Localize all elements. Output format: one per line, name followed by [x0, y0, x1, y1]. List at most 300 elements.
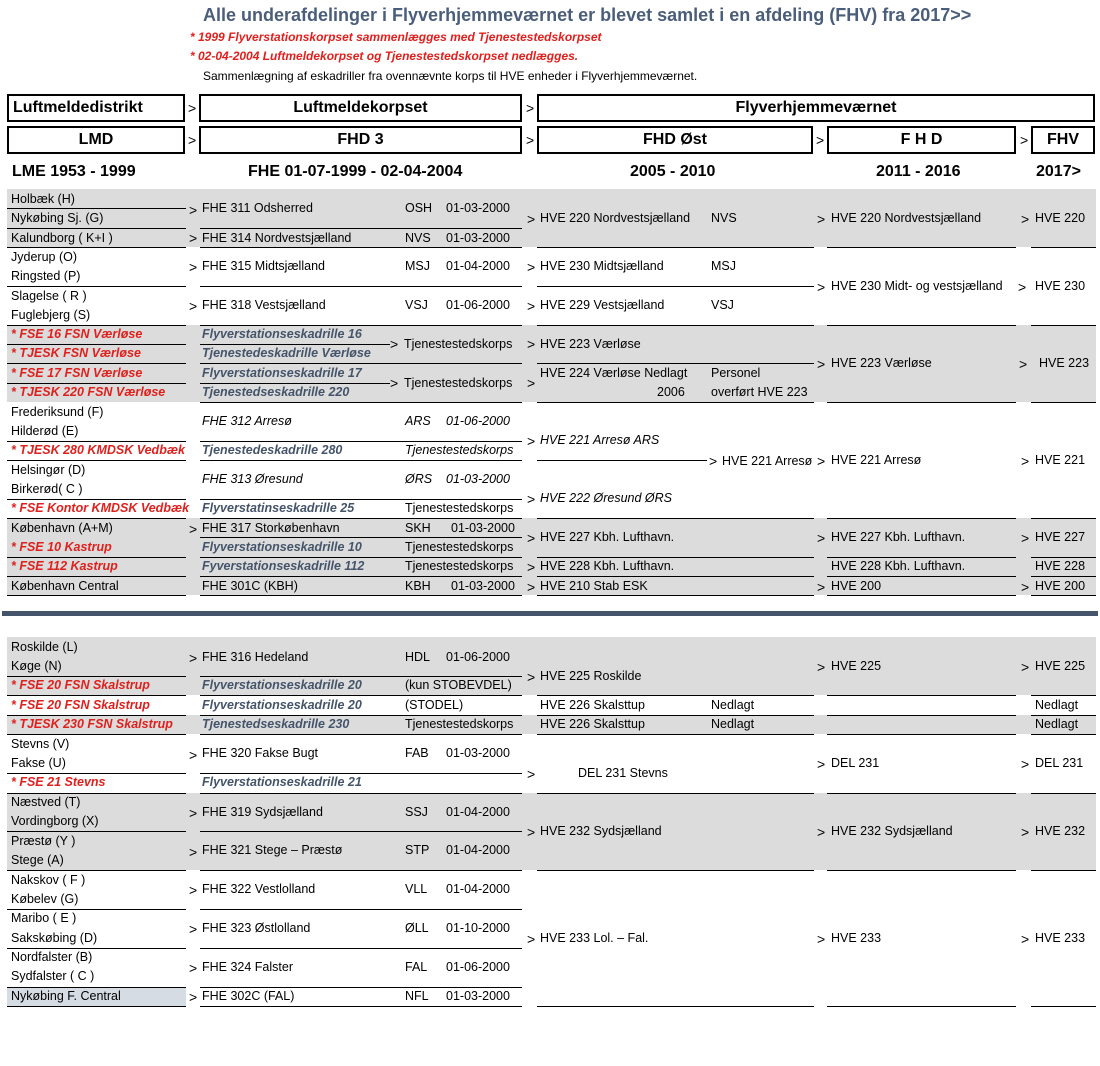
lmd-cell: Holbæk (H) [11, 192, 75, 206]
hve-2005-unit: HVE 233 Lol. – Fal. [540, 931, 649, 945]
rule [200, 734, 522, 735]
fhe-code: KBH [405, 579, 431, 593]
fhe-code: FAL [405, 960, 428, 974]
rule [7, 1006, 186, 1007]
rule [7, 987, 186, 988]
rule [827, 557, 1016, 558]
flow-arrow: > [817, 931, 826, 947]
fhe-corps: (kun STOBEVDEL) [405, 678, 512, 692]
rule [1031, 595, 1096, 596]
lmd-cell: Roskilde (L) [11, 640, 78, 654]
rule [200, 344, 390, 345]
hve-2005-unit: HVE 227 Kbh. Lufthavn. [540, 530, 675, 544]
lmd-cell-special: * FSE 20 FSN Skalstrup [11, 698, 150, 712]
page-title: Alle underafdelinger i Flyverhjemmeværnet er blevet samlet i en afdeling (FHV) fra 2017>> [203, 5, 972, 25]
lmd-cell: Præstø (Y ) [11, 834, 76, 848]
lmd-cell: Fakse (U) [11, 756, 66, 770]
fhe-unit: FHE 316 Hedeland [202, 650, 309, 664]
rule [1031, 695, 1096, 696]
lmd-cell: Slagelse ( R ) [11, 289, 87, 303]
flow-arrow: > [390, 375, 399, 391]
flow-arrow: > [189, 921, 198, 937]
flow-arrow: > [527, 559, 536, 575]
note-merger: Sammenlægning af eskadriller fra ovennævnte korps til HVE enheder i Flyverhjemmeværnet. [203, 69, 698, 83]
flow-arrow: > [527, 669, 536, 685]
hve-2011-unit: HVE 223 Værløse [831, 356, 932, 370]
rule [200, 460, 522, 461]
hve-2005-note: 2006 [657, 385, 685, 399]
hve-2011-unit: HVE 227 Kbh. Lufthavn. [831, 530, 966, 544]
lmd-cell: København (A+M) [11, 521, 113, 535]
fhe-unit: FHE 318 Vestsjælland [202, 298, 326, 312]
rule [827, 715, 1016, 716]
flow-arrow: > [1021, 530, 1030, 546]
rule [7, 909, 186, 910]
fhe-code: FAB [405, 746, 429, 760]
fhe-unit: FHE 317 Storkøbenhavn [202, 521, 340, 535]
rule [200, 537, 522, 538]
lmd-cell: Købelev (G) [11, 892, 79, 906]
flow-arrow: > [1021, 824, 1030, 840]
flow-arrow: > [1021, 453, 1030, 469]
fhe-code: MSJ [405, 259, 430, 273]
hve-2005-unit: HVE 226 Skalsttup [540, 717, 645, 731]
flow-arrow: > [527, 491, 536, 507]
rule [200, 557, 522, 558]
flow-arrow: > [1021, 756, 1030, 772]
flow-arrow: > [817, 211, 826, 227]
fhe-code: ØLL [405, 921, 429, 935]
rule [7, 228, 186, 229]
fhe-code: STP [405, 843, 430, 857]
lmd-cell-special: * FSE 10 Kastrup [11, 540, 112, 554]
merge-line [707, 363, 814, 364]
fhe-squadron: Flyverstationseskadrille 16 [202, 327, 362, 341]
fhe-squadron: Flyverstationseskadrille 10 [202, 540, 362, 554]
rule [537, 460, 707, 461]
lmd-cell: Fuglebjerg (S) [11, 308, 91, 322]
fhe-squadron: Tjenestedseskadrille 230 [202, 717, 350, 731]
flow-arrow: > [1021, 579, 1030, 595]
rule [827, 870, 1016, 871]
rule [7, 576, 186, 577]
rule [7, 793, 186, 794]
hve-2005-unit: HVE 230 Midtsjælland [540, 259, 664, 273]
hve-2005-unit: HVE 220 Nordvestsjælland [540, 211, 691, 225]
fhe-code: ARS [405, 414, 431, 428]
flow-arrow: > [527, 824, 536, 840]
rule [7, 363, 186, 364]
flow-arrow: > [189, 805, 198, 821]
flow-arrow: > [1019, 356, 1028, 372]
fhe-date: 01-04-2000 [446, 259, 510, 273]
flow-arrow: > [817, 279, 826, 295]
rule [7, 499, 186, 500]
flow-arrow: > [189, 230, 198, 246]
header-arrow: > [1020, 132, 1029, 148]
lmd-cell: Nakskov ( F ) [11, 873, 86, 887]
fhe-corps: Tjenestestedskorps [405, 559, 514, 573]
fhe-unit: FHE 320 Fakse Bugt [202, 746, 319, 760]
fhe-unit: FHE 302C (FAL) [202, 989, 295, 1003]
rule [827, 247, 1016, 248]
hve-2011-unit: DEL 231 [831, 756, 880, 770]
hve-2011-unit: HVE 233 [831, 931, 882, 945]
hve-2011-unit: HVE 230 Midt- og vestsjælland [831, 279, 1003, 293]
flow-arrow: > [189, 747, 198, 763]
fhv-unit: Nedlagt [1035, 717, 1079, 731]
rule [537, 1006, 814, 1007]
rule [1031, 734, 1096, 735]
rule [827, 734, 1016, 735]
lmd-cell-special: * TJESK 220 FSN Værløse [11, 385, 166, 399]
fhe-date: 01-06-2000 [446, 960, 510, 974]
rule [1031, 715, 1096, 716]
flow-arrow: > [817, 659, 826, 675]
lmd-cell: Sakskøbing (D) [11, 931, 98, 945]
flow-arrow: > [817, 579, 826, 595]
fhe-unit: FHE 314 Nordvestsjælland [202, 231, 352, 245]
rule [1031, 793, 1096, 794]
fhe-unit: FHE 311 Odsherred [202, 201, 313, 215]
header-arrow: > [188, 100, 197, 116]
fhe-date: 01-06-2000 [446, 650, 510, 664]
hve-2005-unit: HVE 226 Skalsttup [540, 698, 645, 712]
lmd-cell: Nykøbing F. Central [11, 989, 121, 1003]
lmd-cell: Maribo ( E ) [11, 911, 77, 925]
flow-arrow: > [1021, 659, 1030, 675]
header-arrow: > [526, 132, 535, 148]
fhe-date: 01-04-2000 [446, 882, 510, 896]
lmd-cell: Nordfalster (B) [11, 950, 93, 964]
flow-arrow: > [527, 766, 536, 782]
fhv-unit: HVE 227 [1035, 530, 1086, 544]
flow-arrow: > [1021, 211, 1030, 227]
rule [200, 773, 522, 774]
rule [537, 247, 814, 248]
flow-arrow: > [527, 298, 536, 314]
lmd-cell: Stevns (V) [11, 737, 70, 751]
flow-arrow: > [527, 433, 536, 449]
fhv-unit: HVE 220 [1035, 211, 1086, 225]
rule [7, 831, 186, 832]
header-fhd: F H D [827, 126, 1016, 154]
fhv-unit: HVE 230 [1035, 279, 1086, 293]
hve-2005-note: overført HVE 223 [711, 385, 808, 399]
fhe-squadron: Tjenestedeskadrille Værløse [202, 346, 371, 360]
lmd-cell: Birkerød( C ) [11, 482, 83, 496]
rule [827, 793, 1016, 794]
rule [827, 325, 1016, 326]
era-fhe: FHE 01-07-1999 - 02-04-2004 [248, 163, 463, 180]
hve-2011-unit: HVE 221 Arresø [831, 453, 922, 467]
header-fhd-ost: FHD Øst [537, 126, 813, 154]
fhe-code: VSJ [405, 298, 428, 312]
fhe-unit: FHE 312 Arresø [202, 414, 292, 428]
era-2011: 2011 - 2016 [876, 163, 961, 180]
rule [827, 402, 1016, 403]
hve-2005-note: Personel [711, 366, 761, 380]
rule [537, 325, 814, 326]
rule [7, 734, 186, 735]
rule [200, 909, 522, 910]
flow-arrow: > [817, 824, 826, 840]
hve-2011-unit: HVE 232 Sydsjælland [831, 824, 953, 838]
rule [537, 695, 814, 696]
rule [7, 948, 186, 949]
fhe-date: 01-03-2000 [446, 201, 510, 215]
hve-2005-code: NVS [711, 211, 737, 225]
rule [200, 383, 390, 384]
header-flyverhjemmevaernet: Flyverhjemmeværnet [537, 94, 1095, 122]
flow-arrow: > [527, 211, 536, 227]
rule [200, 499, 522, 500]
note-1999: * 1999 Flyverstationskorpset sammenlægges med Tjenestestedskorpset [190, 30, 602, 44]
fhe-corps: Tjenestestedskorps [404, 376, 513, 390]
fhv-unit: HVE 223 [1039, 356, 1090, 370]
fhe-corps: Tjenestestedskorps [404, 337, 513, 351]
rule [1031, 402, 1096, 403]
flow-arrow: > [1018, 279, 1027, 295]
rule [7, 383, 186, 384]
fhe-date: 01-03-2000 [446, 989, 510, 1003]
header-luftmeldedistrikt: Luftmeldedistrikt [7, 94, 185, 122]
fhe-code: HDL [405, 650, 431, 664]
fhe-unit: FHE 315 Midtsjælland [202, 259, 325, 273]
rule [200, 402, 522, 403]
flow-arrow: > [817, 530, 826, 546]
rule [7, 286, 186, 287]
header-lmd: LMD [7, 126, 185, 154]
lmd-cell: Frederiksund (F) [11, 405, 104, 419]
hve-2005-unit: DEL 231 Stevns [578, 766, 668, 780]
rule [7, 676, 186, 677]
flow-arrow: > [189, 882, 198, 898]
hve-2005-code: VSJ [711, 298, 734, 312]
hve-2005-note: Nedlagt [711, 698, 755, 712]
lmd-cell: Helsingør (D) [11, 463, 86, 477]
fhv-unit: DEL 231 [1035, 756, 1084, 770]
lmd-cell-special: * FSE 20 FSN Skalstrup [11, 678, 150, 692]
fhe-code: VLL [405, 882, 428, 896]
fhe-date: 01-04-2000 [446, 843, 510, 857]
fhe-unit: FHE 319 Sydsjælland [202, 805, 323, 819]
flow-arrow: > [527, 530, 536, 546]
flow-arrow: > [709, 453, 718, 469]
flow-arrow: > [189, 259, 198, 275]
rule [827, 595, 1016, 596]
lmd-cell: Nykøbing Sj. (G) [11, 211, 104, 225]
hve-2011-unit: HVE 228 Kbh. Lufthavn. [831, 559, 966, 573]
fhe-squadron: Fyverstationseskadrille 112 [202, 559, 365, 573]
hve-2005-unit: HVE 223 Værløse [540, 337, 641, 351]
fhe-date: 01-04-2000 [446, 805, 510, 819]
rule [1031, 576, 1096, 577]
flow-arrow: > [527, 259, 536, 275]
lmd-cell-special: * TJESK FSN Værløse [11, 346, 141, 360]
lmd-cell-special: * FSE 112 Kastrup [11, 559, 118, 573]
fhe-date: 01-03-2000 [446, 472, 510, 486]
flow-arrow: > [527, 931, 536, 947]
fhe-code: SSJ [405, 805, 428, 819]
header-fhd3: FHD 3 [199, 126, 522, 154]
flow-arrow: > [390, 336, 399, 352]
hve-2005-unit: HVE 224 Værløse Nedlagt [540, 366, 688, 380]
fhe-unit: FHE 323 Østlolland [202, 921, 311, 935]
rule [7, 247, 186, 248]
era-lme: LME 1953 - 1999 [12, 163, 136, 180]
rule [200, 325, 522, 326]
flow-arrow: > [527, 375, 536, 391]
fhe-date: 01-03-2000 [446, 231, 510, 245]
merge-line [707, 286, 814, 287]
rule [7, 715, 186, 716]
fhe-corps: Tjenestestedskorps [405, 443, 514, 457]
fhe-corps: Tjenestestedskorps [405, 717, 514, 731]
rule [827, 576, 1016, 577]
fhe-unit: FHE 324 Falster [202, 960, 294, 974]
rule [537, 793, 814, 794]
fhe-squadron: Flyverstationseskadrille 17 [202, 366, 362, 380]
fhe-date: 01-03-2000 [446, 746, 510, 760]
rule [200, 870, 522, 871]
rule [827, 518, 1016, 519]
rule [537, 715, 814, 716]
rule [1031, 1006, 1096, 1007]
rule [827, 695, 1016, 696]
fhe-squadron: Flyverstationseskadrille 20 [202, 698, 362, 712]
rule [200, 695, 522, 696]
hve-2005-unit: HVE 222 Øresund ØRS [540, 491, 673, 505]
rule [200, 576, 522, 577]
flow-arrow: > [189, 202, 198, 218]
fhe-squadron: Flyverstationseskadrille 20 [202, 678, 362, 692]
flow-arrow: > [817, 756, 826, 772]
lmd-cell-special: * TJESK 230 FSN Skalstrup [11, 717, 173, 731]
flow-arrow: > [527, 336, 536, 352]
header-arrow: > [816, 132, 825, 148]
hve-2011-unit: HVE 220 Nordvestsjælland [831, 211, 982, 225]
flow-arrow: > [189, 844, 198, 860]
fhe-code: SKH [405, 521, 431, 535]
lmd-cell: København Central [11, 579, 119, 593]
fhe-code: NVS [405, 231, 431, 245]
hve-2005-unit: HVE 225 Roskilde [540, 669, 642, 683]
rule [1031, 557, 1096, 558]
rule [200, 715, 522, 716]
fhe-squadron: Flyverstatinseskadrille 25 [202, 501, 355, 515]
rule [200, 247, 522, 248]
flow-arrow: > [817, 356, 826, 372]
fhv-unit: HVE 221 [1035, 453, 1086, 467]
rule [7, 595, 186, 596]
hve-2005-unit: HVE 228 Kbh. Lufthavn. [540, 559, 675, 573]
hve-2005-note: Nedlagt [711, 717, 755, 731]
rule [537, 870, 814, 871]
rule [7, 773, 186, 774]
fhe-code: ØRS [405, 472, 433, 486]
flow-arrow: > [189, 650, 198, 666]
rule [200, 441, 522, 442]
rule [1031, 870, 1096, 871]
era-2017: 2017> [1036, 163, 1081, 180]
fhe-squadron: Flyverstationseskadrille 21 [202, 775, 362, 789]
rule [537, 402, 814, 403]
rule [7, 695, 186, 696]
lmd-cell: Kalundborg ( K+I ) [11, 231, 113, 245]
hve-2011-unit: HVE 225 [831, 659, 882, 673]
rule [200, 793, 522, 794]
rule [200, 286, 522, 287]
lmd-cell-special: * FSE 17 FSN Værløse [11, 366, 143, 380]
lmd-cell-special: * FSE 16 FSN Værløse [11, 327, 143, 341]
lmd-cell: Jyderup (O) [11, 250, 77, 264]
hve-2005-unit: HVE 210 Stab ESK [540, 579, 648, 593]
lmd-cell-special: * FSE Kontor KMDSK Vedbæk [11, 501, 190, 515]
rule [537, 595, 814, 596]
lmd-cell: Næstved (T) [11, 795, 81, 809]
lmd-cell: Hilderød (E) [11, 424, 79, 438]
fhe-code: OSH [405, 201, 433, 215]
lmd-cell: Sydfalster ( C ) [11, 969, 95, 983]
flow-arrow: > [527, 579, 536, 595]
header-fhv: FHV [1031, 126, 1095, 154]
lmd-cell-special: * FSE 21 Stevns [11, 775, 106, 789]
fhv-unit: HVE 232 [1035, 824, 1086, 838]
fhe-date: 01-03-2000 [451, 521, 515, 535]
hve-2005-unit: HVE 221 Arresø ARS [540, 433, 660, 447]
rule [200, 676, 522, 677]
fhe-code: NFL [405, 989, 429, 1003]
rule [7, 518, 186, 519]
flow-arrow: > [817, 453, 826, 469]
rule [200, 831, 522, 832]
header-luftmeldekorpset: Luftmeldekorpset [199, 94, 522, 122]
rule [7, 460, 186, 461]
fhv-unit: Nedlagt [1035, 698, 1079, 712]
flow-arrow: > [189, 989, 198, 1005]
lmd-cell: Ringsted (P) [11, 269, 81, 283]
rule [200, 228, 522, 229]
rule [200, 948, 522, 949]
hve-2005-unit: HVE 232 Sydsjælland [540, 824, 662, 838]
fhe-date: 01-03-2000 [451, 579, 515, 593]
section-separator [2, 611, 1098, 616]
flow-arrow: > [189, 521, 198, 537]
fhe-unit: FHE 321 Stege – Præstø [202, 843, 343, 857]
lmd-cell: Køge (N) [11, 659, 62, 673]
lmd-cell: Vordingborg (X) [11, 814, 99, 828]
fhe-date: 01-10-2000 [446, 921, 510, 935]
flow-arrow: > [189, 298, 198, 314]
rule [7, 870, 186, 871]
fhe-squadron: Tjenestedeskadrille 280 [202, 443, 343, 457]
fhe-date: 01-06-2000 [446, 298, 510, 312]
hve-2005-code: MSJ [711, 259, 736, 273]
rule [7, 208, 186, 209]
fhe-corps: Tjenestestedskorps [405, 540, 514, 554]
fhe-corps: (STODEL) [405, 698, 464, 712]
rule [537, 576, 814, 577]
hve-2005-unit: HVE 229 Vestsjælland [540, 298, 665, 312]
fhe-unit: FHE 322 Vestlolland [202, 882, 316, 896]
header-arrow: > [188, 132, 197, 148]
fhv-unit: HVE 200 [1035, 579, 1086, 593]
fhe-unit: FHE 313 Øresund [202, 472, 303, 486]
flow-arrow: > [1021, 931, 1030, 947]
rule [200, 518, 522, 519]
note-2004: * 02-04-2004 Luftmeldekorpset og Tjenestestedskorpset nedlægges. [190, 49, 579, 63]
